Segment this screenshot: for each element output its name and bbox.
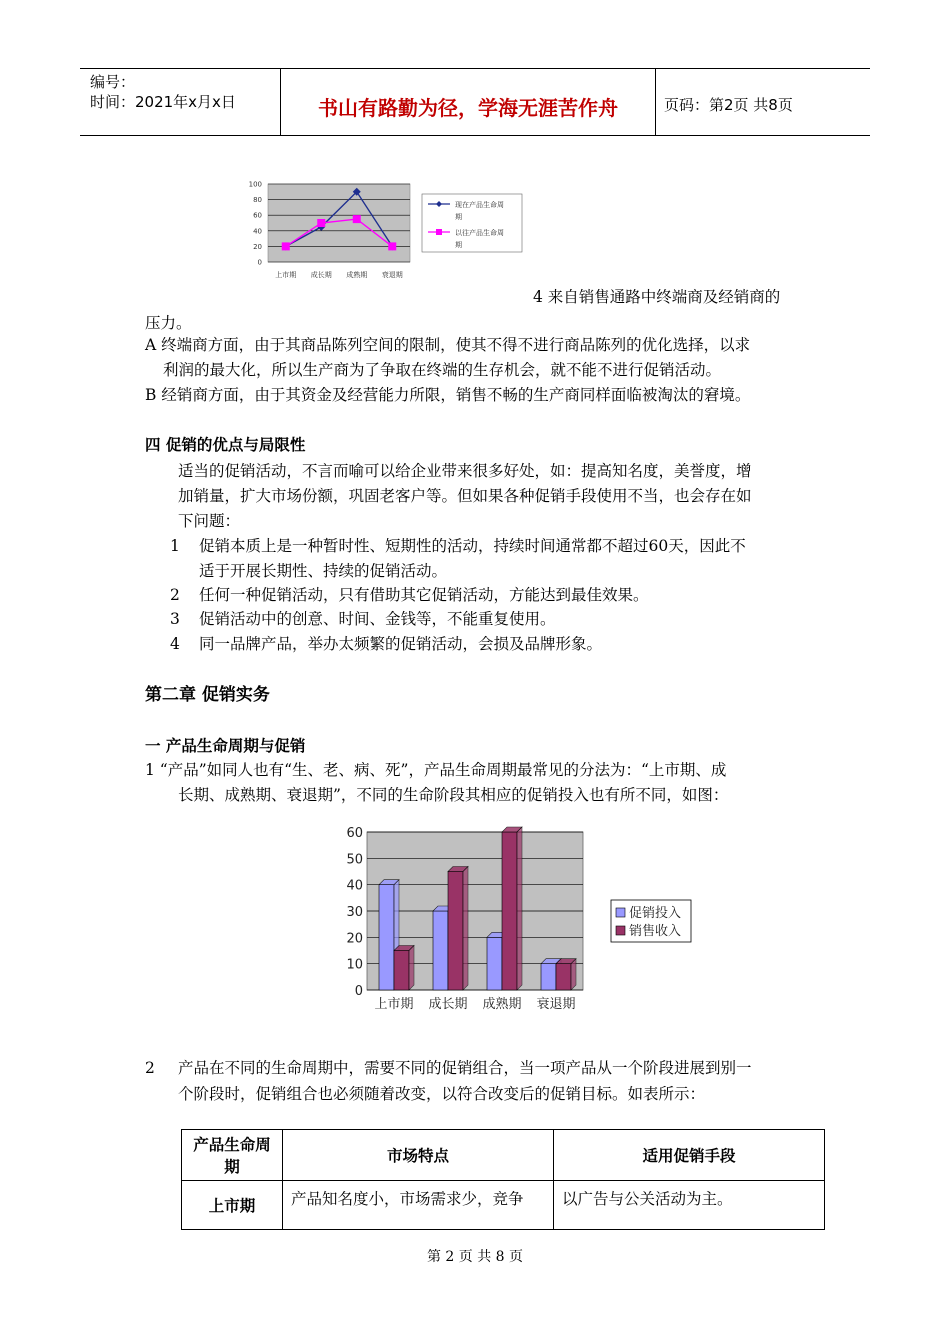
bar (502, 832, 517, 990)
para-a-line1: A 终端商方面，由于其商品陈列空间的限制，使其不得不进行商品陈列的优化选择，以求 (145, 336, 751, 354)
legend-swatch (616, 926, 625, 935)
legend-label: 期 (455, 213, 462, 221)
bar (541, 964, 556, 990)
x-tick-label: 衰退期 (381, 271, 403, 279)
table-header-cell: 产品生命周期 (182, 1130, 283, 1181)
data-point (317, 219, 325, 227)
table-cell: 产品知名度小，市场需求少，竞争 (283, 1181, 554, 1230)
page-footer: 第 2 页 共 8 页 (426, 1249, 524, 1265)
para-b-line1: B 经销商方面，由于其资金及经营能力所限，销售不畅的生产商同样面临被淘汰的窘境。 (145, 386, 751, 404)
y-tick-label: 20 (346, 931, 363, 947)
y-tick-label: 10 (346, 957, 363, 973)
x-tick-label: 上市期 (374, 997, 414, 1012)
section4-heading: 四 促销的优点与局限性 (145, 435, 306, 454)
header-page-label: 页码：第2页 共8页 (664, 96, 793, 114)
x-tick-label: 成长期 (310, 271, 332, 279)
header-bottom-rule (80, 135, 870, 136)
list-item-text: 适于开展长期性、持续的促销活动。 (199, 562, 448, 580)
bar (487, 937, 502, 990)
para-a-line2: 利润的最大化，所以生产商为了争取在终端的生存机会，就不能不进行促销活动。 (163, 361, 722, 379)
legend-label: 销售收入 (629, 924, 682, 939)
legend-label: 以往产品生命周 (455, 229, 504, 237)
table-row (182, 1181, 825, 1230)
chapter2-subheading: 一 产品生命周期与促销 (145, 736, 306, 755)
legend-marker (436, 229, 442, 235)
y-tick-label: 60 (346, 826, 363, 841)
data-point (388, 242, 396, 250)
x-tick-label: 衰退期 (536, 997, 576, 1012)
y-tick-label: 20 (253, 242, 262, 251)
bar-side (409, 946, 414, 991)
list-item-text: 同一品牌产品，举办太频繁的促销活动，会损及品牌形象。 (199, 635, 603, 653)
header-divider (280, 68, 281, 136)
legend-label: 促销投入 (629, 906, 682, 921)
section4-intro-line2: 加销量，扩大市场份额，巩固老客户等。但如果各种促销手段使用不当，也会存在如 (178, 487, 752, 505)
x-tick-label: 成长期 (428, 997, 468, 1012)
header-time-label: 时间：2021年x月x日 (90, 93, 236, 111)
list-item-number: 4 (170, 635, 180, 653)
list-item-number: 3 (170, 610, 180, 628)
chapter2-para2-line2: 个阶段时，促销组合也必须随着改变，以符合改变后的促销目标。如表所示： (178, 1085, 706, 1103)
bar (379, 885, 394, 990)
chapter2-para2-line1: 产品在不同的生命周期中，需要不同的促销组合，当一项产品从一个阶段进展到别一 (178, 1059, 752, 1077)
bar-side (463, 867, 468, 991)
section4-intro-line1: 适当的促销活动，不言而喻可以给企业带来很多好处，如：提高知名度，美誉度，增 (178, 462, 752, 480)
legend-label: 现在产品生命周 (455, 201, 504, 209)
chapter2-title: 第二章 促销实务 (145, 685, 270, 705)
table-header-cell: 适用促销手段 (554, 1130, 825, 1181)
y-tick-label: 80 (253, 196, 262, 205)
para-pressure-line1: 4 来自销售通路中终端商及经销商的 (533, 288, 781, 306)
x-tick-label: 成熟期 (346, 271, 368, 279)
lifecycle-line-chart (240, 178, 530, 286)
y-tick-label: 50 (346, 852, 363, 868)
table-header-cell: 市场特点 (283, 1130, 554, 1181)
chapter2-para1-line2: 长期、成熟期、衰退期”，不同的生命阶段其相应的促销投入也有所不同，如图： (178, 786, 729, 804)
list-item-number: 1 (170, 537, 180, 555)
y-tick-label: 100 (248, 180, 262, 189)
x-tick-label: 成熟期 (482, 997, 522, 1012)
table-header-row (182, 1130, 825, 1181)
data-point (353, 215, 361, 223)
x-tick-label: 上市期 (275, 271, 297, 279)
list-item-number: 2 (170, 586, 180, 604)
bar-side (517, 827, 522, 990)
legend-swatch (616, 908, 625, 917)
header-divider (655, 68, 656, 136)
bar-side (571, 959, 576, 990)
header-number-label: 编号： (90, 73, 136, 91)
table-cell: 以广告与公关活动为主。 (554, 1181, 825, 1230)
bar (448, 872, 463, 991)
bar (433, 911, 448, 990)
y-tick-label: 40 (253, 227, 262, 236)
table-cell: 上市期 (182, 1181, 283, 1230)
bar (556, 964, 571, 990)
y-tick-label: 30 (346, 905, 363, 920)
section4-intro-line3: 下问题： (178, 512, 241, 530)
list-item-text: 促销活动中的创意、时间、金钱等，不能重复使用。 (199, 610, 556, 628)
bar (394, 951, 409, 991)
lifecycle-promotion-table (181, 1129, 825, 1230)
y-tick-label: 60 (253, 211, 262, 220)
y-tick-label: 0 (257, 258, 262, 267)
promotion-bar-chart (335, 822, 705, 1017)
para-pressure-line2: 压力。 (145, 314, 192, 332)
list-item-text: 任何一种促销活动，只有借助其它促销活动，方能达到最佳效果。 (199, 586, 649, 604)
data-point (282, 242, 290, 250)
chapter2-para2-number: 2 (145, 1059, 155, 1077)
legend-label: 期 (455, 241, 462, 249)
list-item-text: 促销本质上是一种暂时性、短期性的活动，持续时间通常都不超过60天，因此不 (199, 537, 746, 555)
header-motto: 书山有路勤为径，学海无涯苦作舟 (318, 96, 618, 120)
y-tick-label: 0 (354, 984, 363, 999)
y-tick-label: 40 (346, 878, 363, 894)
header-top-rule (80, 68, 870, 69)
chapter2-para1-line1: 1 “产品”如同人也有“生、老、病、死”，产品生命周期最常见的分法为：“上市期、成 (145, 761, 727, 779)
